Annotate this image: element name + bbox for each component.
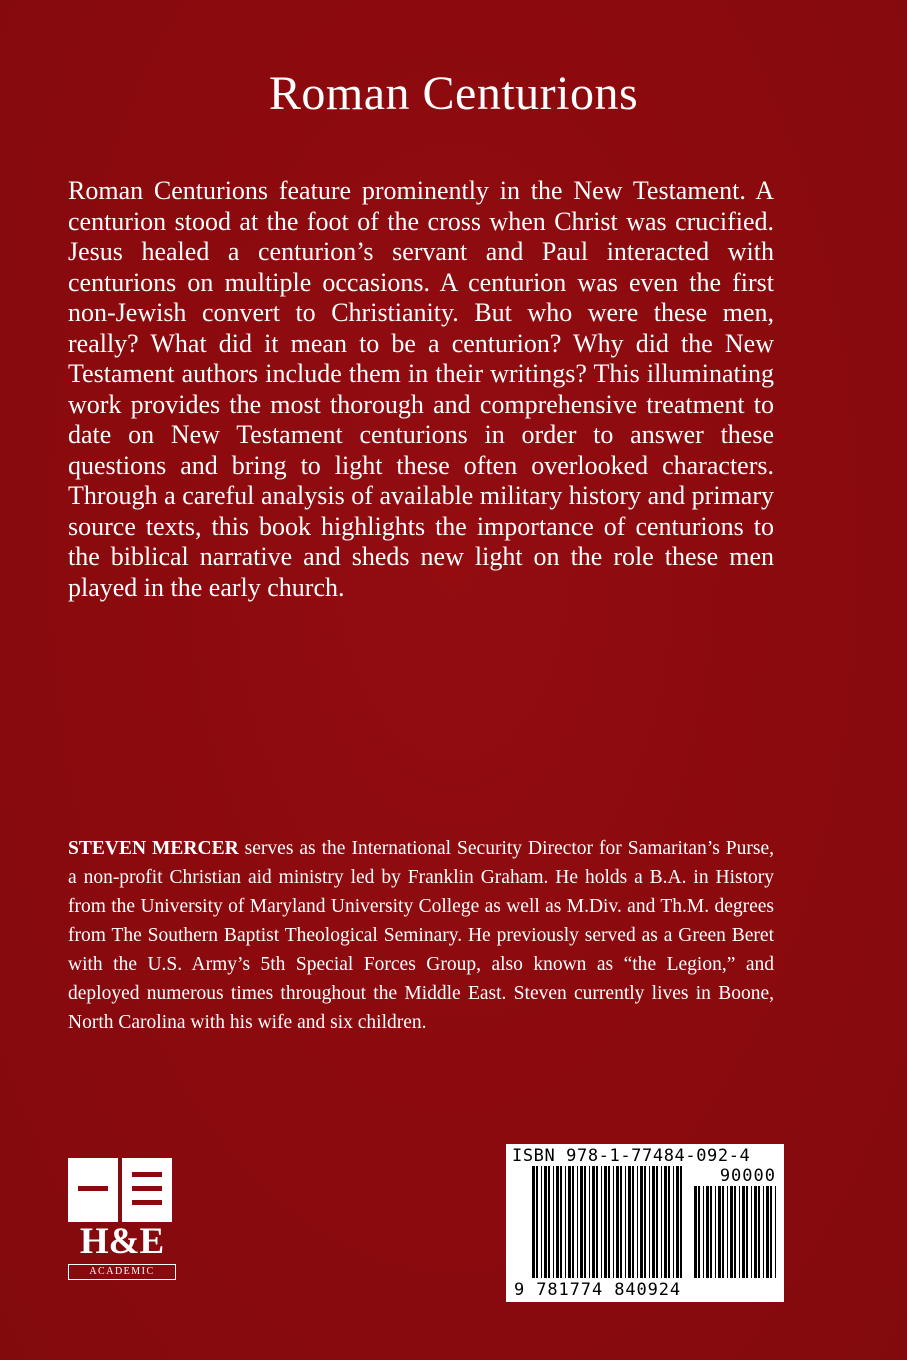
barcode-bars xyxy=(506,1144,784,1302)
isbn-text: ISBN 978-1-77484-092-4 xyxy=(512,1146,751,1166)
open-book-icon xyxy=(66,1156,174,1224)
book-description: Roman Centurions feature prominently in the New Testament. A centurion stood at the foot of the cross when Christ was crucified. Jesus healed a centurion’s servant and Paul interacted with centurions on multiple occasions. A centurion was even the first non-Jewish convert to Christianity. But who were these men, really? What did it mean to be a centurion? Why did the New Testament authors include them in their writings? This illuminating work provides the most thorough and comprehensive treatment to date on New Testament centurions in order to answer these questions and bring to light these often overlooked characters. Through a careful analysis of available military history and primary source texts, this book highlights the importance of centurions to the biblical narrative and sheds new light on the role these men played in the early church. xyxy=(68,176,774,602)
author-bio xyxy=(68,834,774,1037)
publisher-logo xyxy=(66,1156,180,1280)
isbn-barcode xyxy=(506,1144,784,1302)
author-name: STEVEN MERCER xyxy=(68,838,239,859)
publisher-imprint: ACADEMIC xyxy=(68,1264,176,1280)
publisher-name: H&E xyxy=(79,1221,165,1262)
price-code: 90000 xyxy=(719,1166,776,1186)
barcode-digits: 9 781774 840924 xyxy=(514,1280,682,1300)
author-bio-text: serves as the International Security Director for Samaritan’s Purse, a non-profit Christian aid ministry led by Franklin Graham. He holds a B.A. in History from the University of Maryland University College as well as M.Div. and Th.M. degrees from The Southern Baptist Theological Seminary. He previously served as a Green Beret with the U.S. Army’s 5th Special Forces Group, also known as “the Legion,” and deployed numerous times throughout the Middle East. Steven currently lives in Boone, North Carolina with his wife and six children. xyxy=(68,838,774,1033)
book-title: Roman Centurions xyxy=(268,67,639,120)
